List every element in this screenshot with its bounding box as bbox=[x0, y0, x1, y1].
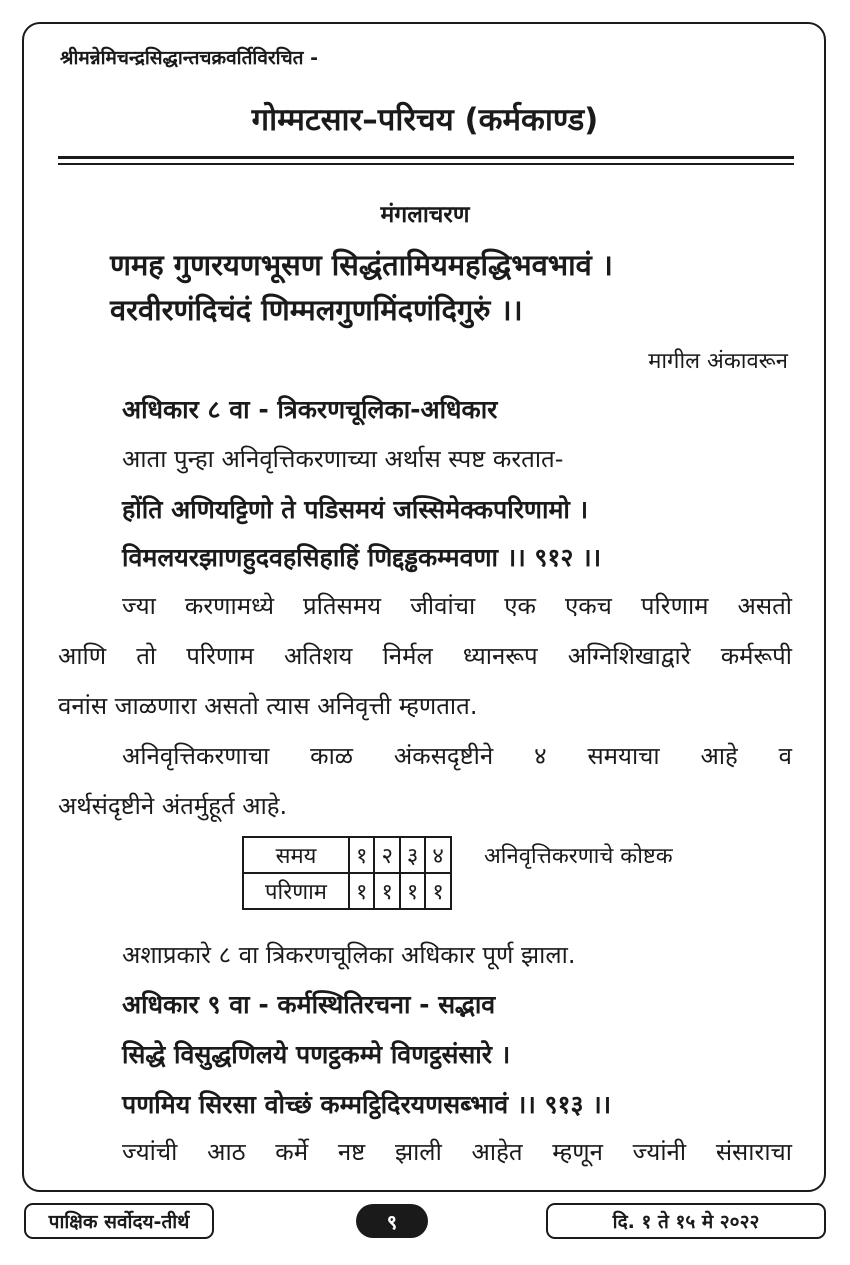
adhikar-8-para-1-line-1: ज्या करणामध्ये प्रतिसमय जीवांचा एक एकच परिणाम असतो bbox=[122, 592, 792, 620]
table-cell: १ bbox=[425, 873, 450, 909]
table-cell: ४ bbox=[425, 837, 450, 873]
adhikar-9-heading: अधिकार ९ वा - कर्मस्थितिरचना - सद्भाव bbox=[122, 990, 496, 1019]
publication-name: पाक्षिक सर्वोदय-तीर्थ bbox=[48, 1211, 190, 1233]
title-rule-thin bbox=[58, 163, 794, 165]
mangalacharan-verse-line-2: वरवीरणंदिचंदं णिम्मलगुणमिंदणंदिगुरुं ।। bbox=[110, 293, 523, 327]
table-row-label: समय bbox=[243, 837, 349, 873]
adhikar-9-verse-line-1: सिद्धे विसुद्धणिलये पणट्ठकम्मे विणट्ठसंसारे । bbox=[122, 1040, 511, 1069]
adhikar-9-para-line-1: ज्यांची आठ कर्मे नष्ट झाली आहेत म्हणून ज्यांनी संसाराचा bbox=[122, 1138, 792, 1166]
page-title: गोम्मटसार–परिचय (कर्मकाण्ड) bbox=[251, 102, 599, 138]
adhikar-8-heading: अधिकार ८ वा - त्रिकरणचूलिका-अधिकार bbox=[122, 395, 498, 424]
table-row bbox=[243, 873, 451, 909]
adhikar-9-verse-line-2: पणमिय सिरसा वोच्छं कम्मट्ठिदिरयणसब्भावं ।। ९१३ ।। bbox=[122, 1090, 612, 1119]
adhikar-8-verse-line-2: विमलयरझाणहुदवहसिहाहिं णिद्दड्ढकम्मवणा ।। ९१२ ।। bbox=[122, 543, 602, 572]
table-cell: १ bbox=[349, 837, 374, 873]
table-row-label: परिणाम bbox=[243, 873, 349, 909]
title-rule-thick bbox=[58, 156, 794, 159]
table-cell: ३ bbox=[400, 837, 425, 873]
adhikar-8-verse-line-1: होंति अणियट्टिणो ते पडिसमयं जस्सिमेक्कपरिणामो । bbox=[122, 495, 589, 524]
author-line: श्रीमन्नेमिचन्द्रसिद्धान्तचक्रवर्तिविरचित - bbox=[60, 47, 318, 69]
adhikar-8-para-1-line-3: वनांस जाळणारा असतो त्यास अनिवृत्ती म्हणतात. bbox=[58, 692, 478, 720]
adhikar-8-closing: अशाप्रकारे ८ वा त्रिकरणचूलिका अधिकार पूर्ण झाला. bbox=[122, 941, 576, 969]
page-number-badge bbox=[356, 1204, 428, 1238]
adhikar-8-para-2-line-1: अनिवृत्तिकरणाचा काळ अंकसदृष्टीने ४ समयाचा आहे व bbox=[122, 742, 792, 770]
table-cell: २ bbox=[374, 837, 399, 873]
mangalacharan-heading: मंगलाचरण bbox=[380, 202, 470, 228]
publication-name-box bbox=[24, 1203, 214, 1239]
table-cell: १ bbox=[400, 873, 425, 909]
table-row bbox=[243, 837, 451, 873]
table-caption: अनिवृत्तिकरणाचे कोष्टक bbox=[484, 844, 673, 869]
issue-date: दि. १ ते १५ मे २०२२ bbox=[612, 1211, 760, 1233]
table-cell: १ bbox=[374, 873, 399, 909]
anivritti-table bbox=[242, 836, 452, 910]
adhikar-8-para-1-line-2: आणि तो परिणाम अतिशय निर्मल ध्यानरूप अग्निशिखाद्वारे कर्मरूपी bbox=[58, 642, 792, 670]
table-cell: १ bbox=[349, 873, 374, 909]
continued-note: मागील अंकावरून bbox=[648, 349, 788, 374]
adhikar-8-intro: आता पुन्हा अनिवृत्तिकरणाच्या अर्थास स्पष्ट करतात- bbox=[122, 445, 564, 473]
mangalacharan-verse-line-1: णमह गुणरयणभूसण सिद्धंतामियमहद्धिभवभावं । bbox=[110, 248, 613, 282]
issue-date-box bbox=[546, 1203, 826, 1239]
adhikar-8-para-2-line-2: अर्थसंदृष्टीने अंतर्मुहूर्त आहे. bbox=[58, 792, 288, 820]
page-number: ९ bbox=[386, 1209, 398, 1234]
